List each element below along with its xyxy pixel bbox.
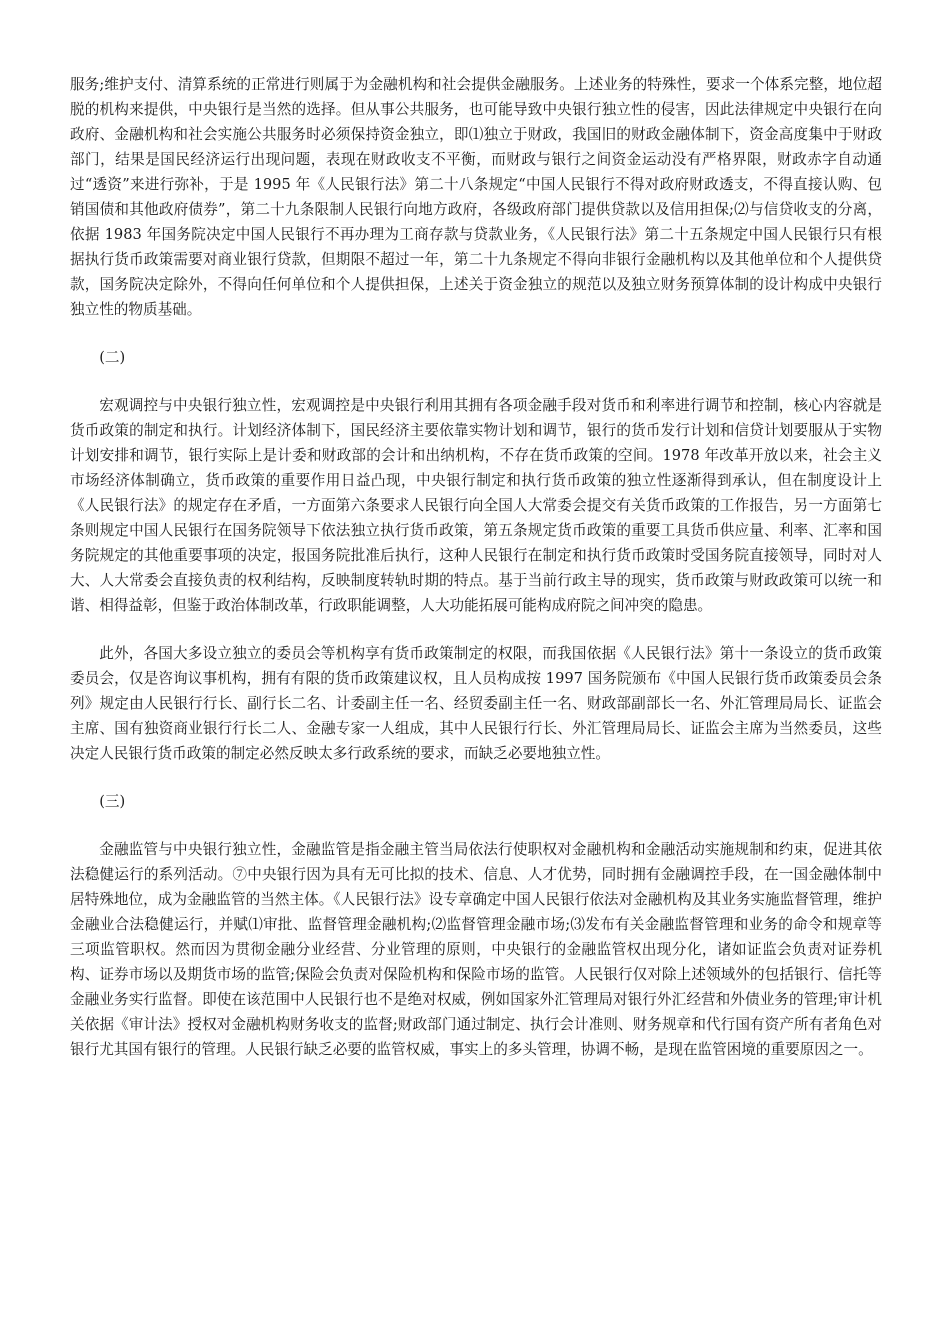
paragraph-continued: 服务;维护支付、清算系统的正常进行则属于为金融机构和社会提供金融服务。上述业务的特殊性，要求一个体系完整，地位超脱的机构来提供，中央银行是当然的选择。但从事公共服务，也可能导致中央银行独立性的侵害，因此法律规定中央银行在向政府、金融机构和社会实施公共服务时必须保持资金独立，即⑴独立于财政，我国旧的财政金融体制下，资金高度集中于财政部门，结果是国民经济运行出现问题，表现在财政收支不平衡，而财政与银行之间资金运动没有严格界限，财政赤字自动通过“透资”来进行弥补，于是 1995 年《人民银行法》第二十八条规定“中国人民银行不得对政府财政透支，不得直接认购、包销国债和其他政府债券”，第二十九条限制人民银行向地方政府，各级政府部门提供贷款以及信用担保;⑵与信贷收支的分离，依据 1983 年国务院决定中国人民银行不再办理为工商存款与贷款业务，《人民银行法》第二十五条规定中国人民银行只有根据执行货币政策需要对商业银行贷款，但期限不超过一年，第二十九条规定不得向非银行金融机构以及其他单位和个人提供贷款，国务院决定除外，不得向任何单位和个人提供担保，上述关于资金独立的规范以及独立财务预算体制的设计构成中央银行独立性的物质基础。 (70, 76, 882, 318)
section-heading-3: (三) (99, 793, 126, 810)
paragraph-financial-supervision: 金融监管与中央银行独立性，金融监管是指金融主管当局依法行使职权对金融机构和金融活动实施规制和约束，促进其依法稳健运行的系列活动。⑦中央银行因为具有无可比拟的技术、信息、人才优势，同时拥有金融调控手段，在一国金融体制中居特殊地位，成为金融监管的当然主体。《人民银行法》设专章确定中国人民银行依法对金融机构及其业务实施监督管理，维护金融业合法稳健运行，并赋⑴审批、监督管理金融机构;⑵监督管理金融市场;⑶发布有关金融监督管理和业务的命令和规章等三项监管职权。然而因为贯彻金融分业经营、分业管理的原则，中央银行的金融监管权出现分化，诸如证监会负责对证券机构、证券市场以及期货市场的监管;保险会负责对保险机构和保险市场的监管。人民银行仅对除上述领域外的包括银行、信托等金融业务实行监督。即使在该范围中人民银行也不是绝对权威，例如国家外汇管理局对银行外汇经营和外债业务的管理;审计机关依据《审计法》授权对金融机构财务收支的监督;财政部门通过制定、执行会计准则、财务规章和代行国有资产所有者角色对银行尤其国有银行的管理。人民银行缺乏必要的监管权威，事实上的多头管理，协调不畅，是现在监管困境的重要原因之一。 (70, 841, 882, 1058)
document-body (70, 72, 882, 1062)
paragraph-macro-control: 宏观调控与中央银行独立性，宏观调控是中央银行利用其拥有各项金融手段对货币和利率进行调节和控制，核心内容就是货币政策的制定和执行。计划经济体制下，国民经济主要依靠实物计划和调节，银行的货币发行计划和信贷计划要服从于实物计划安排和调节，银行实际上是计委和财政部的会计和出纳机构，不存在货币政策的空间。1978 年改革开放以来，社会主义市场经济体制确立，货币政策的重要作用日益凸现，中央银行制定和执行货币政策的独立性逐渐得到承认，但在制度设计上《人民银行法》的规定存在矛盾，一方面第六条要求人民银行向全国人大常委会提交有关货币政策的工作报告，另一方面第七条则规定中国人民银行在国务院领导下依法独立执行货币政策，第五条规定货币政策的重要工具货币供应量、利率、汇率和国务院规定的其他重要事项的决定，报国务院批准后执行，这种人民银行在制定和执行货币政策时受国务院直接领导，同时对人大、人大常委会直接负责的权利结构，反映制度转轨时期的特点。基于当前行政主导的现实，货币政策与财政政策可以统一和谐、相得益彰，但鉴于政治体制改革，行政职能调整，人大功能拓展可能构成府院之间冲突的隐患。 (70, 397, 882, 614)
paragraph-policy-committee: 此外，各国大多设立独立的委员会等机构享有货币政策制定的权限，而我国依据《人民银行法》第十一条设立的货币政策委员会，仅是咨询议事机构，拥有有限的货币政策建议权，且人员构成按 1997 国务院颁布《中国人民银行货币政策委员会条列》规定由人民银行行长、副行长二名、计委副主任一名、经贸委副主任一名、财政部副部长一名、外汇管理局局长、证监会主席、国有独资商业银行行长二人、金融专家一人组成，其中人民银行行长、外汇管理局局长、证监会主席为当然委员，这些决定人民银行货币政策的制定必然反映太多行政系统的要求，而缺乏必要地独立性。 (70, 645, 882, 762)
section-heading-2: (二) (99, 349, 126, 366)
